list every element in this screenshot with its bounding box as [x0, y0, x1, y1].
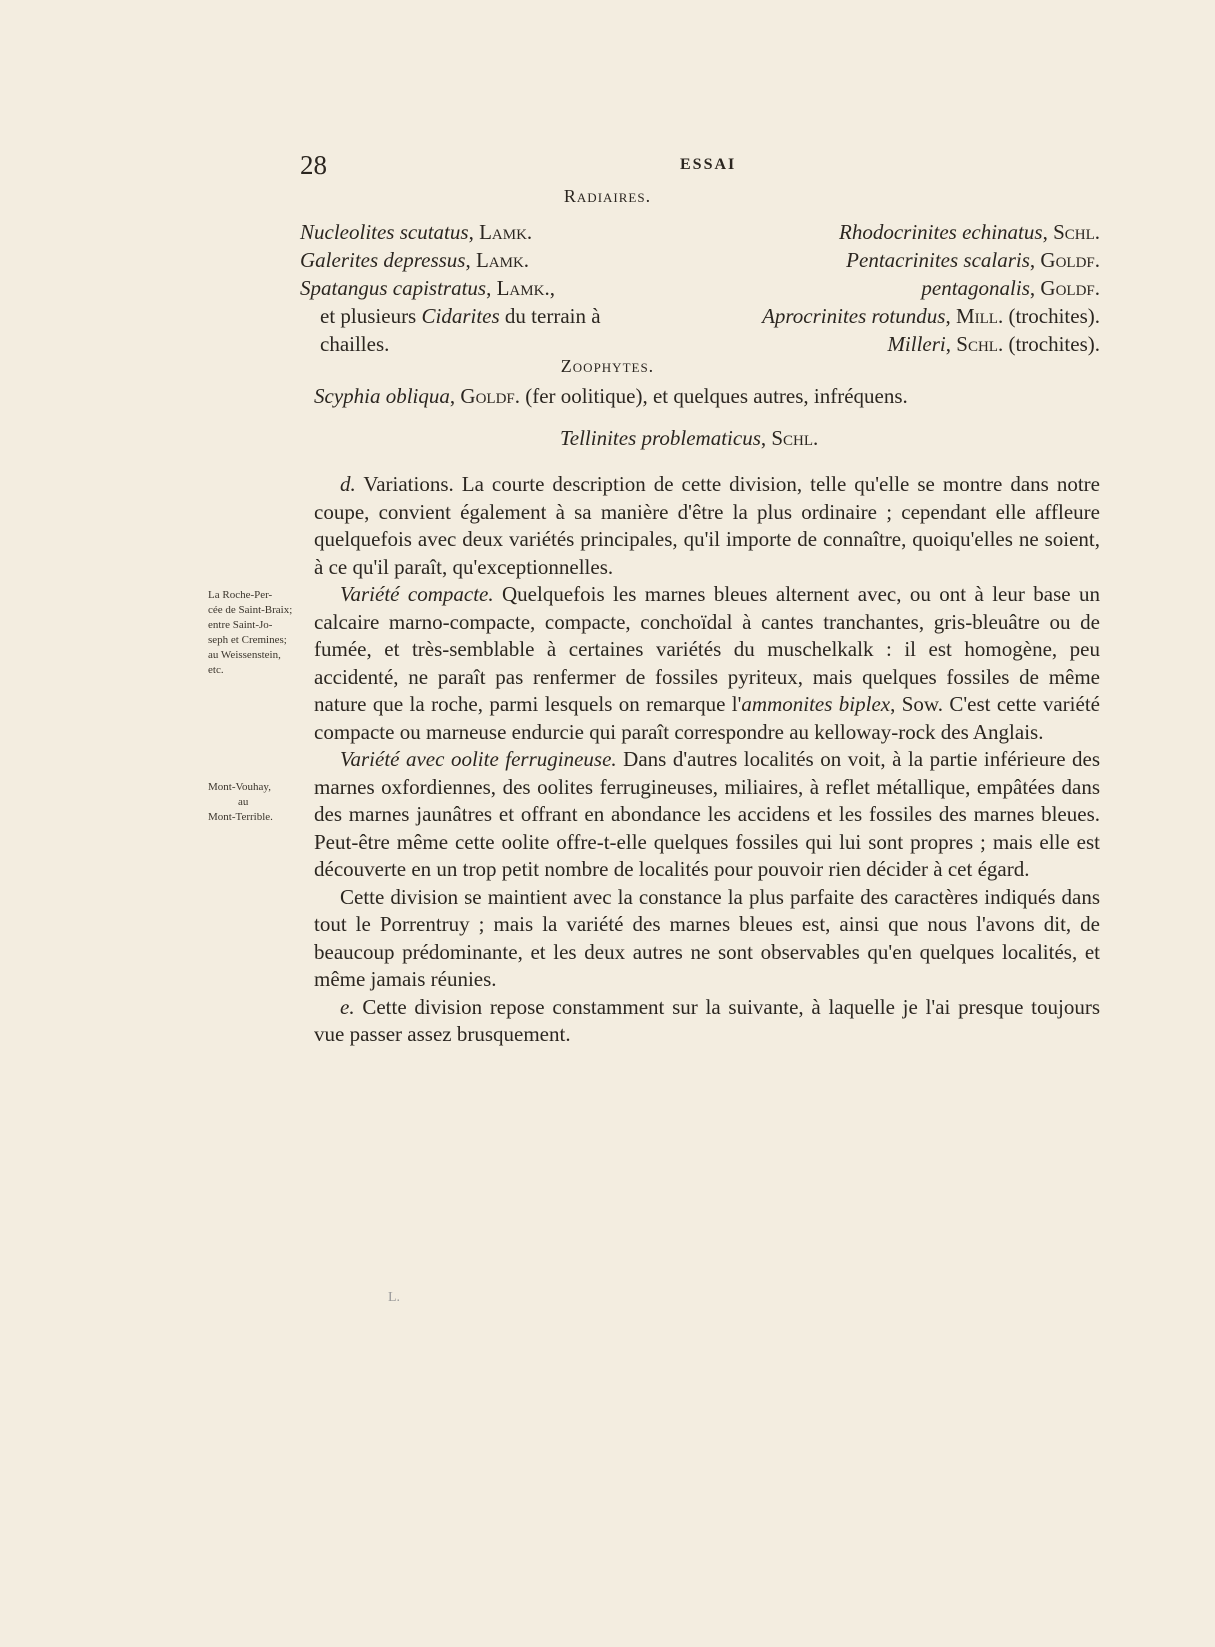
- footer-mark: L.: [388, 1290, 401, 1305]
- species-author: Lamk.,: [496, 276, 555, 300]
- zoophytes-entry: Scyphia obliqua, Goldf. (fer oolitique), et quelques autres, infréquens.: [314, 384, 908, 408]
- species-entry: Aprocrinites rotundus, Mill. (trochites).: [762, 304, 1100, 328]
- entry-text: (fer oolitique), et quelques autres, infréquens.: [525, 384, 908, 408]
- species-name: Aprocrinites rotundus: [762, 304, 946, 328]
- species-author: Schl.: [956, 332, 1004, 356]
- paragraph-variete-compacte: [314, 581, 1100, 746]
- margin-note-line: seph et Cremines;: [208, 634, 287, 646]
- margin-note-line: etc.: [208, 664, 224, 676]
- species-name: Scyphia obliqua: [314, 384, 450, 408]
- paragraph-variations: [314, 471, 1100, 581]
- margin-note-line: cée de Saint-Braix;: [208, 604, 293, 616]
- fossil-name: ammonites biplex: [741, 692, 891, 716]
- species-name: Nucleolites scutatus: [300, 220, 469, 244]
- radiaires-right-column: [700, 218, 1100, 358]
- paragraph-constance: [314, 884, 1100, 994]
- margin-note-localities-2: [208, 780, 313, 825]
- margin-note-line: au: [238, 796, 249, 808]
- species-note: (trochites).: [1008, 332, 1100, 356]
- species-entry: [300, 302, 700, 330]
- margin-note-line: La Roche-Per-: [208, 589, 273, 601]
- entry-text: chailles.: [320, 332, 390, 356]
- paragraph-letter: e.: [340, 994, 355, 1019]
- species-entry: Spatangus capistratus, Lamk.,: [300, 276, 555, 300]
- species-name: Spatangus capistratus: [300, 276, 487, 300]
- running-head: ESSAI: [680, 156, 737, 173]
- species-name: Galerites depressus: [300, 248, 466, 272]
- species-author: Schl.: [1053, 220, 1100, 244]
- species-entry: Milleri, Schl. (trochites).: [887, 332, 1100, 356]
- paragraph-e: [314, 994, 1100, 1049]
- paragraph-text: Variations. La courte description de cette division, telle qu'elle se montre dans notre coupe, convient également à sa manière d'être la plus ordinaire ; cependant elle affleure quelquefois avec deux variétés principales, qu'il importe de connaître, quoiqu'elles ne soient, à ce qu'il paraît, qu'exceptionnelles.: [314, 472, 1100, 579]
- species-author: Mill.: [955, 304, 1004, 328]
- species-entry: Nucleolites scutatus, Lamk.: [300, 220, 533, 244]
- entry-text: du terrain à: [499, 304, 601, 328]
- species-author: Goldf.: [1040, 276, 1100, 300]
- paragraph-text: Quelquefois les marnes bleues alternent avec, ou ont à leur base un calcaire marno-compacte, compacte, conchoïdal à cantes tranchantes, gris-bleuâtre ou de fumée, et très-semblable à certaines variétés du muschelkalk : il est homogène, peu accidenté, ne paraît pas renfermer de fossiles pyriteux, mais quelques fossiles de même nature que la roche, parmi lesquels on remarque l': [314, 582, 1100, 716]
- margin-note-line: au Weissenstein,: [208, 649, 281, 661]
- paragraph-text: , Sow. C'est cette variété compacte ou marneuse endurcie qui paraît correspondre au kelloway-rock des Anglais.: [314, 692, 1100, 744]
- species-entry: Galerites depressus, Lamk.: [300, 248, 530, 272]
- tellinites-entry: Tellinites problematicus, Schl.: [560, 426, 819, 450]
- page-number: 28: [300, 150, 327, 180]
- species-name: Rhodocrinites echinatus: [839, 220, 1043, 244]
- paragraph-text: Cette division repose constamment sur la suivante, à laquelle je l'ai presque toujours vue passer assez brusquement.: [314, 994, 1100, 1046]
- species-name: Cidarites: [421, 304, 500, 328]
- species-author: Lamk.: [475, 248, 530, 272]
- species-entry: pentagonalis, Goldf.: [921, 276, 1100, 300]
- paragraph-variete-oolite: [314, 746, 1100, 884]
- paragraph-letter: d.: [340, 472, 356, 496]
- species-name: pentagonalis: [921, 276, 1030, 300]
- species-entry: Rhodocrinites echinatus, Schl.: [839, 220, 1100, 244]
- variety-title: Variété avec oolite ferrugineuse.: [340, 747, 617, 771]
- margin-note-localities-1: [208, 588, 313, 678]
- page-header: [300, 150, 1060, 180]
- species-author: Goldf.: [1040, 248, 1100, 272]
- margin-note-line: Mont-Vouhay,: [208, 781, 271, 793]
- species-entry: [300, 330, 700, 358]
- species-author: Goldf.: [460, 384, 520, 408]
- paragraph-text: Dans d'autres localités on voit, à la partie inférieure des marnes oxfordiennes, des oolites ferrugineuses, miliaires, à reflet métallique, empâtées dans des marnes jaunâtres et offrant en abondance les accidens et les fossiles des marnes bleues. Peut-être même cette oolite offre-t-elle quelques fossiles qui lui sont propres ; mais elle est découverte en un trop petit nombre de localités pour pouvoir rien décider à cet égard.: [314, 747, 1101, 881]
- entry-text: et plusieurs: [320, 304, 422, 328]
- section-heading-zoophytes: Zoophytes.: [560, 356, 655, 376]
- species-entry: Pentacrinites scalaris, Goldf.: [846, 248, 1100, 272]
- paragraph-text: Cette division se maintient avec la constance la plus parfaite des caractères indiqués dans tout le Porrentruy ; mais la variété des marnes bleues est, ainsi que nous l'avons dit, de beaucoup prédominante, et les deux autres ne sont observables qu'en quelques localités, et même jamais réunies.: [314, 884, 1100, 991]
- radiaires-left-column: [300, 218, 700, 358]
- margin-note-line: entre Saint-Jo-: [208, 619, 273, 631]
- margin-note-line: Mont-Terrible.: [208, 811, 273, 823]
- species-name: Tellinites problematicus: [560, 426, 761, 450]
- species-author: Schl.: [771, 426, 819, 450]
- species-author: Lamk.: [479, 220, 533, 244]
- body-text: [314, 471, 1100, 1049]
- species-name: Pentacrinites scalaris: [846, 248, 1030, 272]
- species-note: (trochites).: [1008, 304, 1100, 328]
- species-name: Milleri: [887, 332, 946, 356]
- variety-title: Variété compacte.: [340, 582, 494, 606]
- section-heading-radiaires: Radiaires.: [563, 186, 652, 206]
